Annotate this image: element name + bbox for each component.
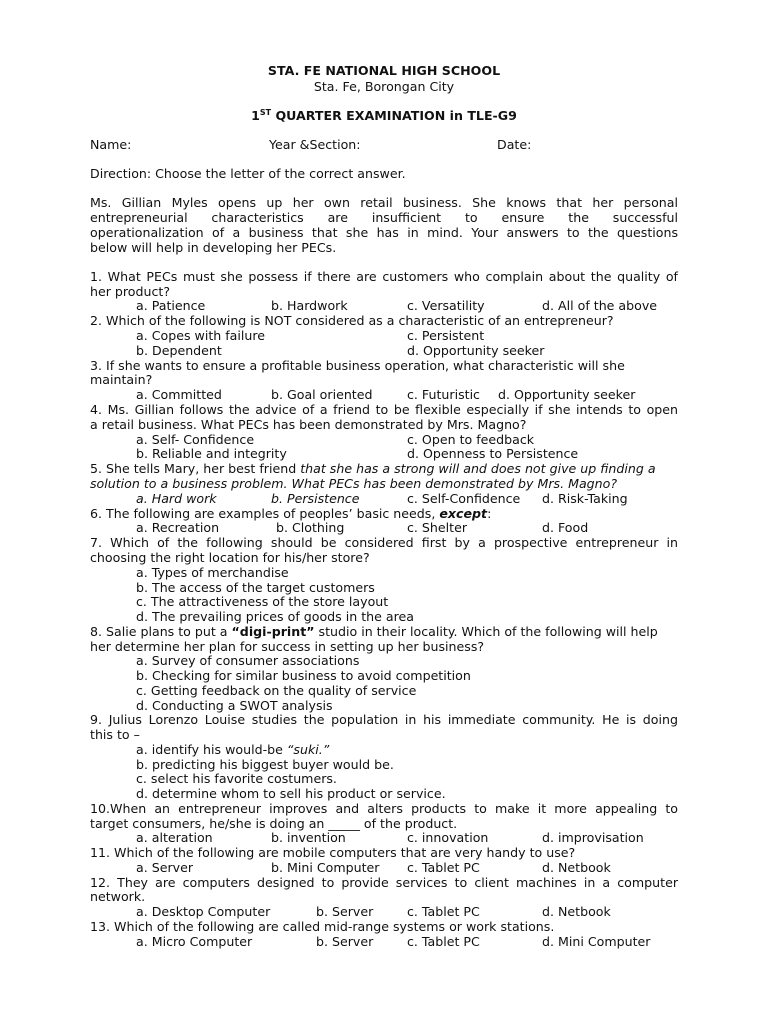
q3-stem-line-2: maintain?	[90, 372, 153, 387]
q10-stem-line-1: 10.When an entrepreneur improves and alters products to make it more appealing to	[90, 801, 678, 816]
q12-stem-line-1: 12. They are computers designed to provide services to client machines in a computer	[90, 875, 678, 890]
direction-text: Direction: Choose the letter of the correct answer.	[90, 166, 406, 181]
q11-option-a: a. Server	[136, 860, 194, 875]
q9-option-a-plain: a. identify his would-be	[136, 742, 287, 757]
q9-stem-line-2: this to –	[90, 727, 140, 742]
q8-option-d: d. Conducting a SWOT analysis	[136, 698, 333, 713]
q9-option-a	[136, 743, 329, 758]
q13-option-b: b. Server	[316, 934, 374, 949]
q1-option-a: a. Patience	[136, 298, 206, 313]
q11-option-c: c. Tablet PC	[407, 860, 480, 875]
q8-option-c: c. Getting feedback on the quality of service	[136, 683, 417, 698]
exam-title	[0, 109, 768, 124]
q10-option-a: a. alteration	[136, 830, 213, 845]
q2-option-b: b. Dependent	[136, 343, 222, 358]
q10-option-b: b. invention	[271, 830, 346, 845]
q11-stem-line-1: 11. Which of the following are mobile computers that are very handy to use?	[90, 845, 576, 860]
q11-option-b: b. Mini Computer	[271, 860, 380, 875]
q10-stem-line-2: target consumers, he/she is doing an _____ of the product.	[90, 816, 458, 831]
q5-stem-italic: that she has a strong will and does not give up finding a	[300, 461, 656, 476]
q6-option-a: a. Recreation	[136, 520, 220, 535]
q6-option-b: b. Clothing	[276, 520, 345, 535]
q4-option-c: c. Open to feedback	[407, 432, 535, 447]
q12-option-a: a. Desktop Computer	[136, 904, 271, 919]
q9-option-a-suki: “suki.”	[286, 742, 330, 757]
q12-option-c: c. Tablet PC	[407, 904, 480, 919]
q5-stem-plain: 5. She tells Mary, her best friend	[90, 461, 301, 476]
q3-option-c: c. Futuristic	[407, 387, 480, 402]
q5-option-b: b. Persistence	[271, 491, 360, 506]
q2-option-d: d. Opportunity seeker	[407, 343, 545, 358]
q3-option-b: b. Goal oriented	[271, 387, 373, 402]
q8-stem-digi-print: “digi-print”	[231, 624, 315, 639]
q7-option-b: b. The access of the target customers	[136, 580, 375, 595]
q9-stem-line-1: 9. Julius Lorenzo Louise studies the population in his immediate community. He is doing	[90, 712, 678, 727]
q13-option-a: a. Micro Computer	[136, 934, 253, 949]
q13-option-c: c. Tablet PC	[407, 934, 480, 949]
q6-option-d: d. Food	[542, 520, 589, 535]
q12-option-b: b. Server	[316, 904, 374, 919]
date-label: Date:	[497, 137, 532, 152]
q12-stem-line-2: network.	[90, 889, 146, 904]
q6-stem-colon: :	[487, 506, 492, 521]
q1-option-d: d. All of the above	[542, 298, 658, 313]
q1-stem-line-1: 1. What PECs must she possess if there are customers who complain about the quality of	[90, 269, 678, 284]
q13-stem-line-1: 13. Which of the following are called mid-range systems or work stations.	[90, 919, 555, 934]
q3-option-a: a. Committed	[136, 387, 222, 402]
q8-stem-end: studio in their locality. Which of the following will help	[314, 624, 658, 639]
intro-line-3: operationalization of a business that she has in mind. Your answers to the questions	[90, 225, 678, 240]
q6-option-c: c. Shelter	[407, 520, 468, 535]
intro-line-4: below will help in developing her PECs.	[90, 240, 337, 255]
q7-stem-line-2: choosing the right location for his/her store?	[90, 550, 370, 565]
q4-stem-line-2: a retail business. What PECs has been demonstrated by Mrs. Magno?	[90, 417, 527, 432]
q8-stem-plain: 8. Salie plans to put a	[90, 624, 232, 639]
intro-line-2: entrepreneurial characteristics are insufficient to ensure the successful	[90, 210, 678, 225]
q10-option-d: d. improvisation	[542, 830, 644, 845]
school-location: Sta. Fe, Borongan City	[313, 79, 455, 94]
q6-stem-plain: 6. The following are examples of peoples’ basic needs,	[90, 506, 440, 521]
year-section-label: Year &Section:	[269, 137, 361, 152]
q11-option-d: d. Netbook	[542, 860, 611, 875]
q8-stem-line-2: her determine her plan for success in setting up her business?	[90, 639, 485, 654]
q5-option-a: a. Hard work	[136, 491, 217, 506]
q2-option-a: a. Copes with failure	[136, 328, 266, 343]
q9-option-c: c. select his favorite costumers.	[136, 771, 337, 786]
q6-stem-except: except	[439, 506, 488, 521]
exam-title-rest: QUARTER EXAMINATION in TLE-G9	[271, 108, 517, 123]
q4-option-d: d. Openness to Persistence	[407, 446, 579, 461]
q3-stem-line-1: 3. If she wants to ensure a profitable business operation, what characteristic will she	[90, 358, 625, 373]
school-name: STA. FE NATIONAL HIGH SCHOOL	[267, 63, 501, 78]
q4-option-a: a. Self- Confidence	[136, 432, 255, 447]
q13-option-d: d. Mini Computer	[542, 934, 651, 949]
q3-option-d: d. Opportunity seeker	[498, 387, 636, 402]
q5-stem-line-2: solution to a business problem. What PECs has been demonstrated by Mrs. Magno?	[90, 476, 618, 491]
q7-stem-line-1: 7. Which of the following should be considered first by a prospective entrepreneur in	[90, 535, 678, 550]
q5-option-c: c. Self-Confidence	[407, 491, 521, 506]
q5-option-d: d. Risk-Taking	[542, 491, 628, 506]
q5-stem-line-1	[90, 462, 656, 477]
q2-stem-line-1: 2. Which of the following is NOT considered as a characteristic of an entrepreneur?	[90, 313, 614, 328]
q9-option-b: b. predicting his biggest buyer would be.	[136, 757, 394, 772]
intro-line-1: Ms. Gillian Myles opens up her own retail business. She knows that her personal	[90, 195, 678, 210]
q4-stem-line-1: 4. Ms. Gillian follows the advice of a friend to be flexible especially if she intends to open	[90, 402, 678, 417]
q10-option-c: c. innovation	[407, 830, 489, 845]
q12-option-d: d. Netbook	[542, 904, 611, 919]
q9-option-d: d. determine whom to sell his product or service.	[136, 786, 446, 801]
exam-title-superscript: ST	[259, 108, 272, 117]
q7-option-d: d. The prevailing prices of goods in the area	[136, 609, 414, 624]
q7-option-a: a. Types of merchandise	[136, 565, 289, 580]
q1-option-b: b. Hardwork	[271, 298, 348, 313]
q8-option-a: a. Survey of consumer associations	[136, 653, 360, 668]
exam-title-ordinal: 1	[251, 108, 260, 123]
q1-stem-line-2: her product?	[90, 284, 171, 299]
q2-option-c: c. Persistent	[407, 328, 485, 343]
name-label: Name:	[90, 137, 132, 152]
q1-option-c: c. Versatility	[407, 298, 485, 313]
q8-stem-line-1	[90, 625, 658, 640]
q4-option-b: b. Reliable and integrity	[136, 446, 287, 461]
q8-option-b: b. Checking for similar business to avoid competition	[136, 668, 471, 683]
q7-option-c: c. The attractiveness of the store layout	[136, 594, 389, 609]
